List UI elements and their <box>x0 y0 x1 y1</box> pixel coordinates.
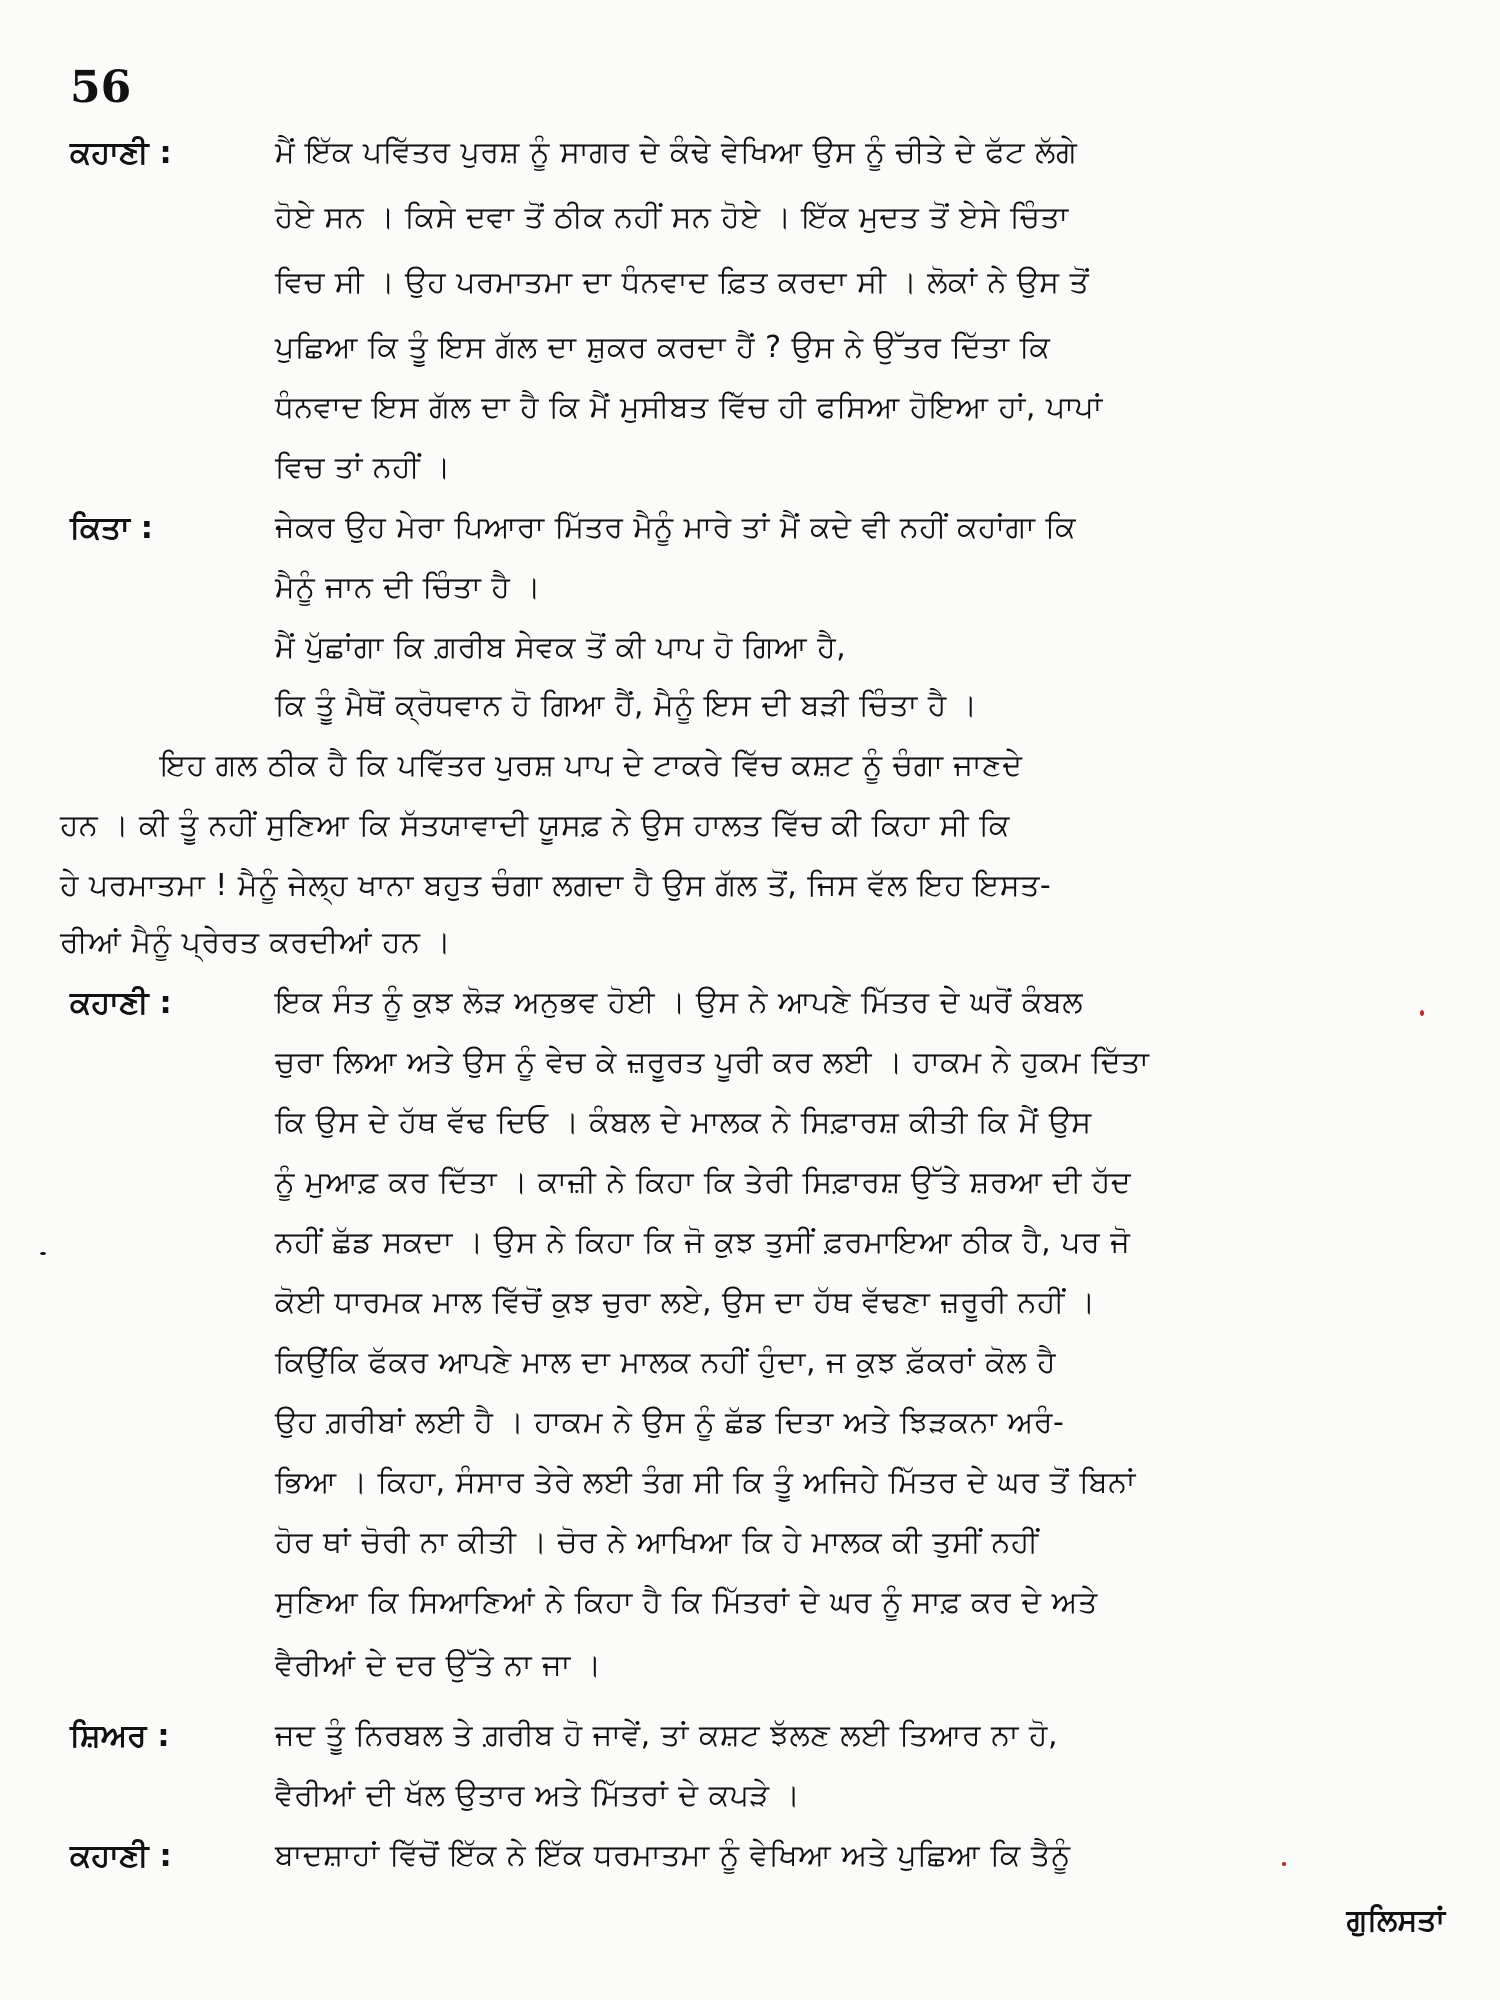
label-kahani-2: ਕਹਾਣੀ : <box>70 985 172 1021</box>
verse-line: ਜੇਕਰ ਉਹ ਮੇਰਾ ਪਿਆਰਾ ਮਿੱਤਰ ਮੈਨੂੰ ਮਾਰੇ ਤਾਂ ਮੈਂ ਕਦੇ ਵੀ ਨਹੀਂ ਕਹਾਂਗਾ ਕਿ <box>275 510 1077 545</box>
text-line: ਨੂੰ ਮੁਆਫ਼ ਕਰ ਦਿੱਤਾ । ਕਾਜ਼ੀ ਨੇ ਕਿਹਾ ਕਿ ਤੇਰੀ ਸਿਫ਼ਾਰਸ਼ ਉੱਤੇ ਸ਼ਰਆ ਦੀ ਹੱਦ <box>275 1165 1132 1200</box>
verse-line: ਜਦ ਤੂੰ ਨਿਰਬਲ ਤੇ ਗ਼ਰੀਬ ਹੋ ਜਾਵੇਂ, ਤਾਂ ਕਸ਼ਟ ਝੱਲਣ ਲਈ ਤਿਆਰ ਨਾ ਹੋ, <box>275 1718 1058 1753</box>
paragraph-line: ਹੇ ਪਰਮਾਤਮਾ ! ਮੈਨੂੰ ਜੇਲ੍ਹ ਖਾਨਾ ਬਹੁਤ ਚੰਗਾ ਲਗਦਾ ਹੈ ਉਸ ਗੱਲ ਤੋਂ, ਜਿਸ ਵੱਲ ਇਹ ਇਸਤ- <box>60 868 1052 903</box>
text-line: ਇਕ ਸੰਤ ਨੂੰ ਕੁਝ ਲੋੜ ਅਨੁਭਵ ਹੋਈ । ਉਸ ਨੇ ਆਪਣੇ ਮਿੱਤਰ ਦੇ ਘਰੋਂ ਕੰਬਲ <box>275 985 1083 1020</box>
text-line: ਹੋਏ ਸਨ । ਕਿਸੇ ਦਵਾ ਤੋਂ ਠੀਕ ਨਹੀਂ ਸਨ ਹੋਏ । ਇੱਕ ਮੁਦਤ ਤੋਂ ਏਸੇ ਚਿੰਤਾ <box>275 200 1069 235</box>
paragraph-line: ਇਹ ਗਲ ਠੀਕ ਹੈ ਕਿ ਪਵਿੱਤਰ ਪੁਰਸ਼ ਪਾਪ ਦੇ ਟਾਕਰੇ ਵਿੱਚ ਕਸ਼ਟ ਨੂੰ ਚੰਗਾ ਜਾਣਦੇ <box>160 748 1023 783</box>
text-line: ਉਹ ਗ਼ਰੀਬਾਂ ਲਈ ਹੈ । ਹਾਕਮ ਨੇ ਉਸ ਨੂੰ ਛੱਡ ਦਿਤਾ ਅਤੇ ਝਿੜਕਨਾ ਅਰੰ- <box>275 1405 1065 1440</box>
paragraph-line: ਰੀਆਂ ਮੈਨੂੰ ਪ੍ਰੇਰਤ ਕਰਦੀਆਂ ਹਨ । <box>60 925 452 960</box>
text-line: ਮੈਂ ਇੱਕ ਪਵਿੱਤਰ ਪੁਰਸ਼ ਨੂੰ ਸਾਗਰ ਦੇ ਕੰਢੇ ਵੇਖਿਆ ਉਸ ਨੂੰ ਚੀਤੇ ਦੇ ਫੱਟ ਲੱਗੇ <box>275 135 1078 170</box>
text-line: ਕੋਈ ਧਾਰਮਕ ਮਾਲ ਵਿੱਚੋਂ ਕੁਝ ਚੁਰਾ ਲਏ, ਉਸ ਦਾ ਹੱਥ ਵੱਢਣਾ ਜ਼ਰੂਰੀ ਨਹੀਂ । <box>275 1285 1096 1320</box>
text-line: ਵੈਰੀਆਂ ਦੇ ਦਰ ਉੱਤੇ ਨਾ ਜਾ । <box>275 1648 602 1683</box>
text-line: ਪੁਛਿਆ ਕਿ ਤੂੰ ਇਸ ਗੱਲ ਦਾ ਸ਼ੁਕਰ ਕਰਦਾ ਹੈਂ ? ਉਸ ਨੇ ਉੱਤਰ ਦਿੱਤਾ ਕਿ <box>275 330 1051 365</box>
text-line: ਚੁਰਾ ਲਿਆ ਅਤੇ ਉਸ ਨੂੰ ਵੇਚ ਕੇ ਜ਼ਰੂਰਤ ਪੂਰੀ ਕਰ ਲਈ । ਹਾਕਮ ਨੇ ਹੁਕਮ ਦਿੱਤਾ <box>275 1045 1150 1080</box>
verse-line: ਵੈਰੀਆਂ ਦੀ ਖੱਲ ਉਤਾਰ ਅਤੇ ਮਿੱਤਰਾਂ ਦੇ ਕਪੜੇ । <box>275 1778 801 1813</box>
label-kita: ਕਿਤਾ : <box>70 510 154 546</box>
text-line: ਵਿਚ ਸੀ । ਉਹ ਪਰਮਾਤਮਾ ਦਾ ਧੰਨਵਾਦ ਫ਼ਿਤ ਕਰਦਾ ਸੀ । ਲੋਕਾਂ ਨੇ ਉਸ ਤੋਂ <box>275 265 1090 300</box>
scan-speck <box>40 1252 46 1255</box>
label-shiar: ਸ਼ਿਅਰ : <box>70 1718 170 1754</box>
text-line: ਭਿਆ । ਕਿਹਾ, ਸੰਸਾਰ ਤੇਰੇ ਲਈ ਤੰਗ ਸੀ ਕਿ ਤੂੰ ਅਜਿਹੇ ਮਿੱਤਰ ਦੇ ਘਰ ਤੋਂ ਬਿਨਾਂ <box>275 1465 1136 1500</box>
page-number: 56 <box>70 62 132 113</box>
catchword: ਗੁਲਿਸਤਾਂ <box>1346 1903 1445 1938</box>
text-line: ਨਹੀਂ ਛੱਡ ਸਕਦਾ । ਉਸ ਨੇ ਕਿਹਾ ਕਿ ਜੋ ਕੁਝ ਤੁਸੀਂ ਫ਼ਰਮਾਇਆ ਠੀਕ ਹੈ, ਪਰ ਜੋ <box>275 1225 1131 1260</box>
label-kahani-3: ਕਹਾਣੀ : <box>70 1838 172 1874</box>
text-line: ਕਿਉਂਕਿ ਫੱਕਰ ਆਪਣੇ ਮਾਲ ਦਾ ਮਾਲਕ ਨਹੀਂ ਹੁੰਦਾ, ਜ ਕੁਝ ਫ਼ੱਕਰਾਂ ਕੋਲ ਹੈ <box>275 1345 1057 1380</box>
paragraph-line: ਹਨ । ਕੀ ਤੂੰ ਨਹੀਂ ਸੁਣਿਆ ਕਿ ਸੱਤਯਾਵਾਦੀ ਯੂਸਫ਼ ਨੇ ਉਸ ਹਾਲਤ ਵਿੱਚ ਕੀ ਕਿਹਾ ਸੀ ਕਿ <box>60 808 1010 843</box>
text-line: ਵਿਚ ਤਾਂ ਨਹੀਂ । <box>275 450 451 485</box>
scan-speck <box>1282 1862 1286 1866</box>
text-line: ਸੁਣਿਆ ਕਿ ਸਿਆਣਿਆਂ ਨੇ ਕਿਹਾ ਹੈ ਕਿ ਮਿੱਤਰਾਂ ਦੇ ਘਰ ਨੂੰ ਸਾਫ਼ ਕਰ ਦੇ ਅਤੇ <box>275 1585 1098 1620</box>
text-line: ਕਿ ਉਸ ਦੇ ਹੱਥ ਵੱਢ ਦਿਓ । ਕੰਬਲ ਦੇ ਮਾਲਕ ਨੇ ਸਿਫ਼ਾਰਸ਼ ਕੀਤੀ ਕਿ ਮੈਂ ਉਸ <box>275 1105 1092 1140</box>
text-line: ਹੋਰ ਥਾਂ ਚੋਰੀ ਨਾ ਕੀਤੀ । ਚੋਰ ਨੇ ਆਖਿਆ ਕਿ ਹੇ ਮਾਲਕ ਕੀ ਤੁਸੀਂ ਨਹੀਂ <box>275 1525 1039 1560</box>
verse-line: ਮੈਂ ਪੁੱਛਾਂਗਾ ਕਿ ਗ਼ਰੀਬ ਸੇਵਕ ਤੋਂ ਕੀ ਪਾਪ ਹੋ ਗਿਆ ਹੈ, <box>275 630 847 665</box>
verse-line: ਕਿ ਤੂੰ ਮੈਥੋਂ ਕ੍ਰੋਧਵਾਨ ਹੋ ਗਿਆ ਹੈਂ, ਮੈਨੂੰ ਇਸ ਦੀ ਬੜੀ ਚਿੰਤਾ ਹੈ । <box>275 688 978 723</box>
text-line: ਬਾਦਸ਼ਾਹਾਂ ਵਿੱਚੋਂ ਇੱਕ ਨੇ ਇੱਕ ਧਰਮਾਤਮਾ ਨੂੰ ਵੇਖਿਆ ਅਤੇ ਪੁਛਿਆ ਕਿ ਤੈਨੂੰ <box>275 1838 1071 1873</box>
text-line: ਧੰਨਵਾਦ ਇਸ ਗੱਲ ਦਾ ਹੈ ਕਿ ਮੈਂ ਮੁਸੀਬਤ ਵਿੱਚ ਹੀ ਫਸਿਆ ਹੋਇਆ ਹਾਂ, ਪਾਪਾਂ <box>275 390 1103 425</box>
verse-line: ਮੈਨੂੰ ਜਾਨ ਦੀ ਚਿੰਤਾ ਹੈ । <box>275 570 542 605</box>
label-kahani-1: ਕਹਾਣੀ : <box>70 135 172 171</box>
scan-speck <box>1420 1010 1424 1016</box>
